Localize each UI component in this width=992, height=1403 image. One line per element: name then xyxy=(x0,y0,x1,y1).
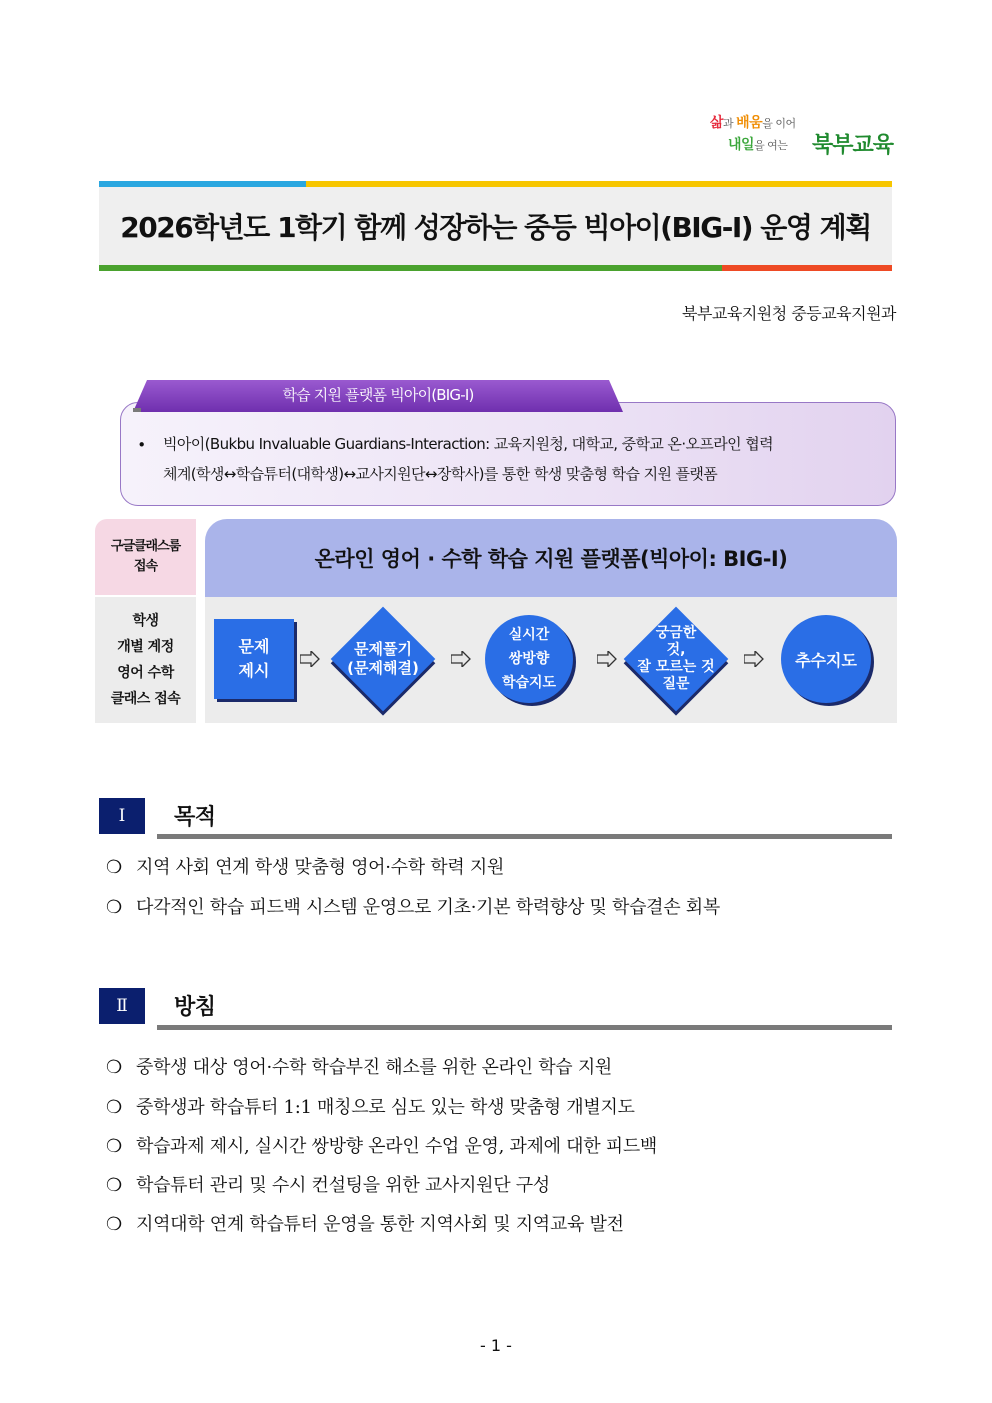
arrow-right-icon xyxy=(451,651,471,667)
section2-item: ❍ 학습과제 제시, 실시간 쌍방향 온라인 수업 운영, 과제에 대한 피드백 xyxy=(106,1136,658,1157)
title-box xyxy=(99,187,892,265)
logo-slogan-line2: 내일을 여는 xyxy=(728,137,788,153)
section2-rule xyxy=(157,1025,892,1030)
step-ask-questions xyxy=(624,607,728,711)
section2-item: ❍ 중학생과 학습튜터 1:1 매칭으로 심도 있는 학생 맞춤형 개별지도 xyxy=(106,1097,635,1118)
section2-item: ❍ 지역대학 연계 학습튜터 운영을 통한 지역사회 및 지역교육 발전 xyxy=(106,1214,624,1235)
section1-item: ❍ 지역 사회 연계 학생 맞춤형 영어·수학 학력 지원 xyxy=(106,857,505,878)
step-problem-solve-label: 문제풀기 (문제해결) xyxy=(347,640,419,677)
student-access-label: 학생 개별 계정 영어 수학 클래스 접속 xyxy=(110,613,181,707)
list-marker-icon: ❍ xyxy=(106,857,122,878)
section2-title: 방침 xyxy=(174,995,216,1020)
step-problem-present xyxy=(214,619,294,699)
platform-line2: 체계(학생↔학습튜터(대학생)↔교사지원단↔장학사)를 통한 학생 맞춤형 학습 지원 플랫폼 xyxy=(163,465,718,483)
list-marker-icon: ❍ xyxy=(106,1136,122,1157)
student-access-box xyxy=(95,597,196,723)
step-follow-up-label: 추수지도 xyxy=(795,650,857,670)
step-realtime-teaching xyxy=(485,615,573,703)
online-platform-header xyxy=(205,519,897,597)
list-marker-icon: ❍ xyxy=(106,897,122,918)
logo xyxy=(700,112,900,168)
step-problem-present-label: 문제 제시 xyxy=(238,637,270,680)
section2-number: Ⅱ xyxy=(99,988,145,1024)
section1-number: Ⅰ xyxy=(99,798,145,834)
list-marker-icon: ❍ xyxy=(106,1097,122,1118)
section2-item: ❍ 학습튜터 관리 및 수시 컨설팅을 위한 교사지원단 구성 xyxy=(106,1175,550,1196)
platform-line1: 빅아이(Bukbu Invaluable Guardians-Interaction: 교육지원청, 대학교, 중학교 온·오프라인 협력 xyxy=(163,435,773,453)
step-follow-up xyxy=(781,615,871,703)
section1-rule xyxy=(157,834,892,839)
google-classroom-label: 구글클래스룸 접속 xyxy=(110,539,181,574)
arrow-right-icon xyxy=(597,651,617,667)
google-classroom-box xyxy=(95,519,196,595)
list-marker-icon: ❍ xyxy=(106,1057,122,1078)
list-marker-icon: ❍ xyxy=(106,1175,122,1196)
step-ask-questions-label: 궁금한 것, 잘 모르는 것 질문 xyxy=(637,625,715,692)
arrow-right-icon xyxy=(300,651,320,667)
title-bottom-rule xyxy=(99,265,892,271)
platform-bullet: ∙ xyxy=(137,435,146,453)
page-title: 2026학년도 1학기 함께 성장하는 중등 빅아이(BIG-I) 운영 계획 xyxy=(120,211,871,244)
step-realtime-teaching-label: 실시간 쌍방향 학습지도 xyxy=(501,627,557,691)
platform-box xyxy=(120,402,896,506)
online-platform-title: 온라인 영어 · 수학 학습 지원 플랫폼(빅아이: BIG-I) xyxy=(314,547,788,571)
step-problem-solve xyxy=(331,607,435,711)
page-number: - 1 - xyxy=(480,1336,512,1355)
list-marker-icon: ❍ xyxy=(106,1214,122,1235)
section1-title: 목적 xyxy=(174,805,216,830)
section1-item: ❍ 다각적인 학습 피드백 시스템 운영으로 기초·기본 학력향상 및 학습결손 회복 xyxy=(106,897,720,918)
section2-item: ❍ 중학생 대상 영어·수학 학습부진 해소를 위한 온라인 학습 지원 xyxy=(106,1057,612,1078)
platform-tab-label: 학습 지원 플랫폼 빅아이(BIG-I) xyxy=(282,386,474,404)
logo-brand: 북부교육 xyxy=(812,133,894,158)
logo-slogan-line1: 삶과 배움을 이어 xyxy=(710,115,796,131)
department: 북부교육지원청 중등교육지원과 xyxy=(682,304,896,323)
arrow-right-icon xyxy=(744,651,764,667)
